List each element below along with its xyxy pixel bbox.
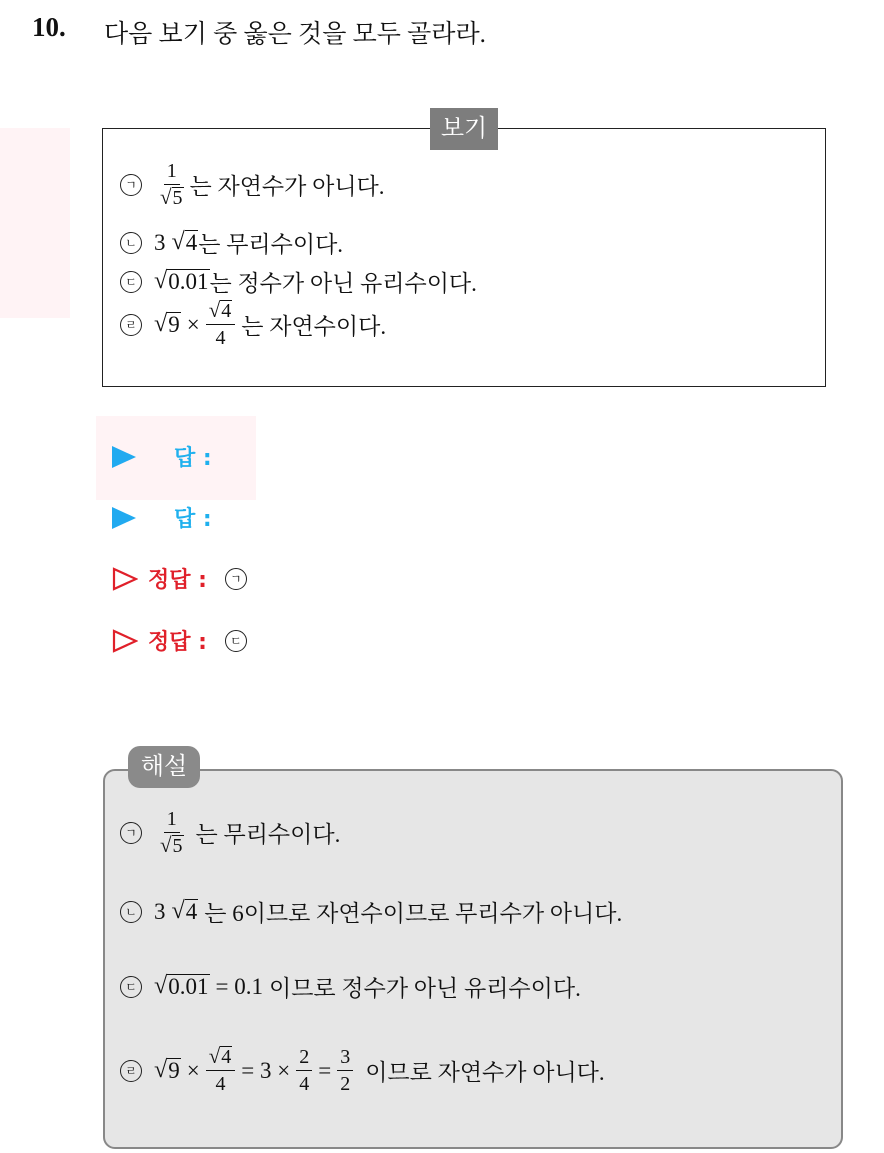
sqrt: √ 4 bbox=[206, 300, 236, 325]
explanation-line: ㄹ √ 9 × √ 4 4 = 3 × $\frac{2}{4}$ = $\frac{3}{2}$ 이므로 자연수가 아니다. bbox=[120, 1046, 605, 1095]
circled-mark: ㄱ bbox=[225, 568, 247, 590]
explanation-text: 는 무리수이다. bbox=[195, 822, 341, 847]
correct-label: 정답 : bbox=[148, 630, 207, 655]
circled-mark: ㄹ bbox=[120, 314, 142, 336]
fraction: $\frac{3}{2}$ bbox=[337, 1046, 353, 1095]
sqrt: √ 9 bbox=[154, 309, 180, 337]
bogi-item-text: 는 자연수이다. bbox=[241, 314, 387, 339]
sqrt: √ 5 bbox=[160, 185, 183, 209]
bogi-item: ㄴ 3 √ 4 는 무리수이다. bbox=[120, 226, 343, 259]
circled-mark: ㄴ bbox=[120, 901, 142, 923]
outline-arrow-icon bbox=[112, 567, 138, 591]
circled-mark: ㄷ bbox=[120, 976, 142, 998]
explanation-line: ㄷ √ 0.01 = 0.1 이므로 정수가 아닌 유리수이다. bbox=[120, 970, 581, 1003]
question-text: 다음 보기 중 옳은 것을 모두 골라라. bbox=[104, 21, 486, 48]
play-arrow-icon bbox=[112, 446, 136, 468]
bogi-item-text: 는 자연수가 아니다. bbox=[189, 174, 385, 199]
explanation-line bbox=[120, 808, 340, 857]
circled-mark: ㄷ bbox=[120, 271, 142, 293]
question-number: 10. bbox=[32, 12, 66, 42]
answer-blank-1 bbox=[112, 441, 212, 472]
explanation-text: 이므로 정수가 아닌 유리수이다. bbox=[268, 976, 581, 1001]
correct-answer-1 bbox=[112, 563, 259, 594]
explanation-tab: 해설 bbox=[128, 746, 200, 788]
outline-arrow-icon bbox=[112, 629, 138, 653]
circled-mark: ㄹ bbox=[120, 1060, 142, 1082]
correct-answer-2 bbox=[112, 625, 259, 656]
explanation-text: 는 6이므로 자연수이므로 무리수가 아니다. bbox=[204, 901, 623, 926]
sqrt: √ 4 bbox=[171, 227, 198, 255]
correct-label: 정답 : bbox=[148, 568, 207, 593]
circled-mark: ㄷ bbox=[225, 630, 247, 652]
bogi-item-text: 는 정수가 아닌 유리수이다. bbox=[209, 271, 477, 296]
circled-mark: ㄴ bbox=[120, 232, 142, 254]
fraction: √ 4 4 bbox=[206, 300, 236, 349]
circled-mark: ㄱ bbox=[120, 822, 142, 844]
bogi-item bbox=[120, 265, 477, 298]
sqrt: √ 5 bbox=[160, 833, 183, 857]
sqrt: √ 9 bbox=[154, 1055, 180, 1083]
bogi-item-text: 는 무리수이다. bbox=[198, 232, 344, 257]
fraction: 1 √ 5 bbox=[160, 808, 183, 857]
explanation-text: 이므로 자연수가 아니다. bbox=[365, 1060, 605, 1085]
bogi-item bbox=[120, 160, 385, 209]
fraction: $\frac{2}{4}$ bbox=[296, 1046, 312, 1095]
play-arrow-icon bbox=[112, 507, 136, 529]
circled-mark: ㄱ bbox=[120, 174, 142, 196]
answer-label: 답 : bbox=[174, 446, 212, 471]
sqrt: √ 4 bbox=[206, 1046, 236, 1071]
answer-label: 답 : bbox=[174, 507, 212, 532]
bogi-item: ㄹ √ 9 × √ 4 4 는 자연수이다. bbox=[120, 300, 386, 349]
answer-blank-2 bbox=[112, 502, 212, 533]
sqrt: √ 4 bbox=[171, 896, 198, 924]
sqrt: √ 0.01 bbox=[154, 971, 209, 999]
sqrt: √ 0.01 bbox=[154, 266, 209, 294]
explanation-line: ㄴ 3 √ 4 는 6이므로 자연수이므로 무리수가 아니다. bbox=[120, 895, 622, 928]
bogi-tab: 보기 bbox=[430, 108, 498, 150]
fraction: 1 √ 5 bbox=[160, 160, 183, 209]
pink-artifact bbox=[0, 128, 70, 318]
fraction: √ 4 4 bbox=[206, 1046, 236, 1095]
